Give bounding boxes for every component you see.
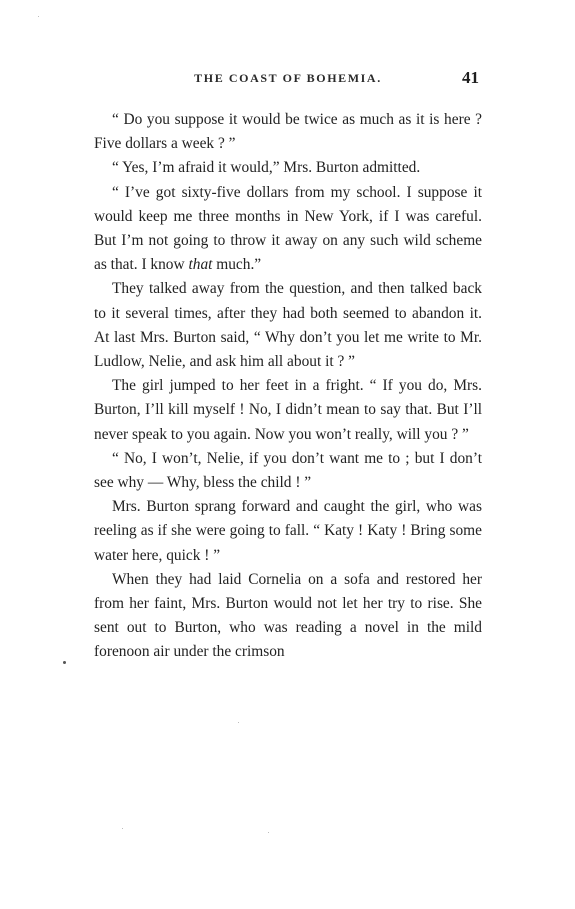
paragraph-text: “ I’ve got sixty-five dollars from my school. I suppose it would keep me three months in New York, if I was careful. But I’m not going to throw it away on any such wild scheme as that. I know	[94, 183, 482, 274]
italic-emphasis: that	[188, 256, 213, 274]
running-title: THE COAST OF BOHEMIA.	[194, 71, 382, 85]
paper-mark	[122, 828, 123, 829]
ink-speck	[63, 661, 66, 664]
paragraph-text: much.”	[212, 256, 262, 274]
paragraph: The girl jumped to her feet in a fright. “ If you do, Mrs. Burton, I’ll kill myself ! No, I didn’t mean to say that. But I’ll never speak to you again. Now you won’t really, will you ? ”	[94, 377, 482, 443]
paragraph: “ No, I won’t, Nelie, if you don’t want me to ; but I don’t see why — Why, bless the child ! ”	[94, 449, 482, 492]
paragraph: They talked away from the question, and then talked back to it several times, after they had both seemed to abandon it. At last Mrs. Burton said, “ Why don’t you let me write to Mr. Ludlow, Nelie, and ask him all about it ? ”	[94, 280, 482, 371]
page-number: 41	[462, 68, 479, 87]
paragraph	[94, 181, 482, 278]
paper-mark	[268, 832, 269, 833]
paper-mark	[38, 16, 39, 17]
paper-mark	[238, 722, 239, 723]
body-text	[94, 108, 482, 665]
paragraph: “ Do you suppose it would be twice as much as it is here ? Five dollars a week ? ”	[94, 111, 482, 153]
running-head	[93, 68, 483, 92]
paragraph: When they had laid Cornelia on a sofa and restored her from her faint, Mrs. Burton would not let her try to rise. She sent out to Burton, who was reading a novel in the mild forenoon air under the crimson	[94, 570, 482, 661]
paragraph: “ Yes, I’m afraid it would,” Mrs. Burton admitted.	[112, 159, 421, 177]
paragraph: Mrs. Burton sprang forward and caught the girl, who was reeling as if she were going to fall. “ Katy ! Katy ! Bring some water here, quick ! ”	[94, 498, 482, 564]
